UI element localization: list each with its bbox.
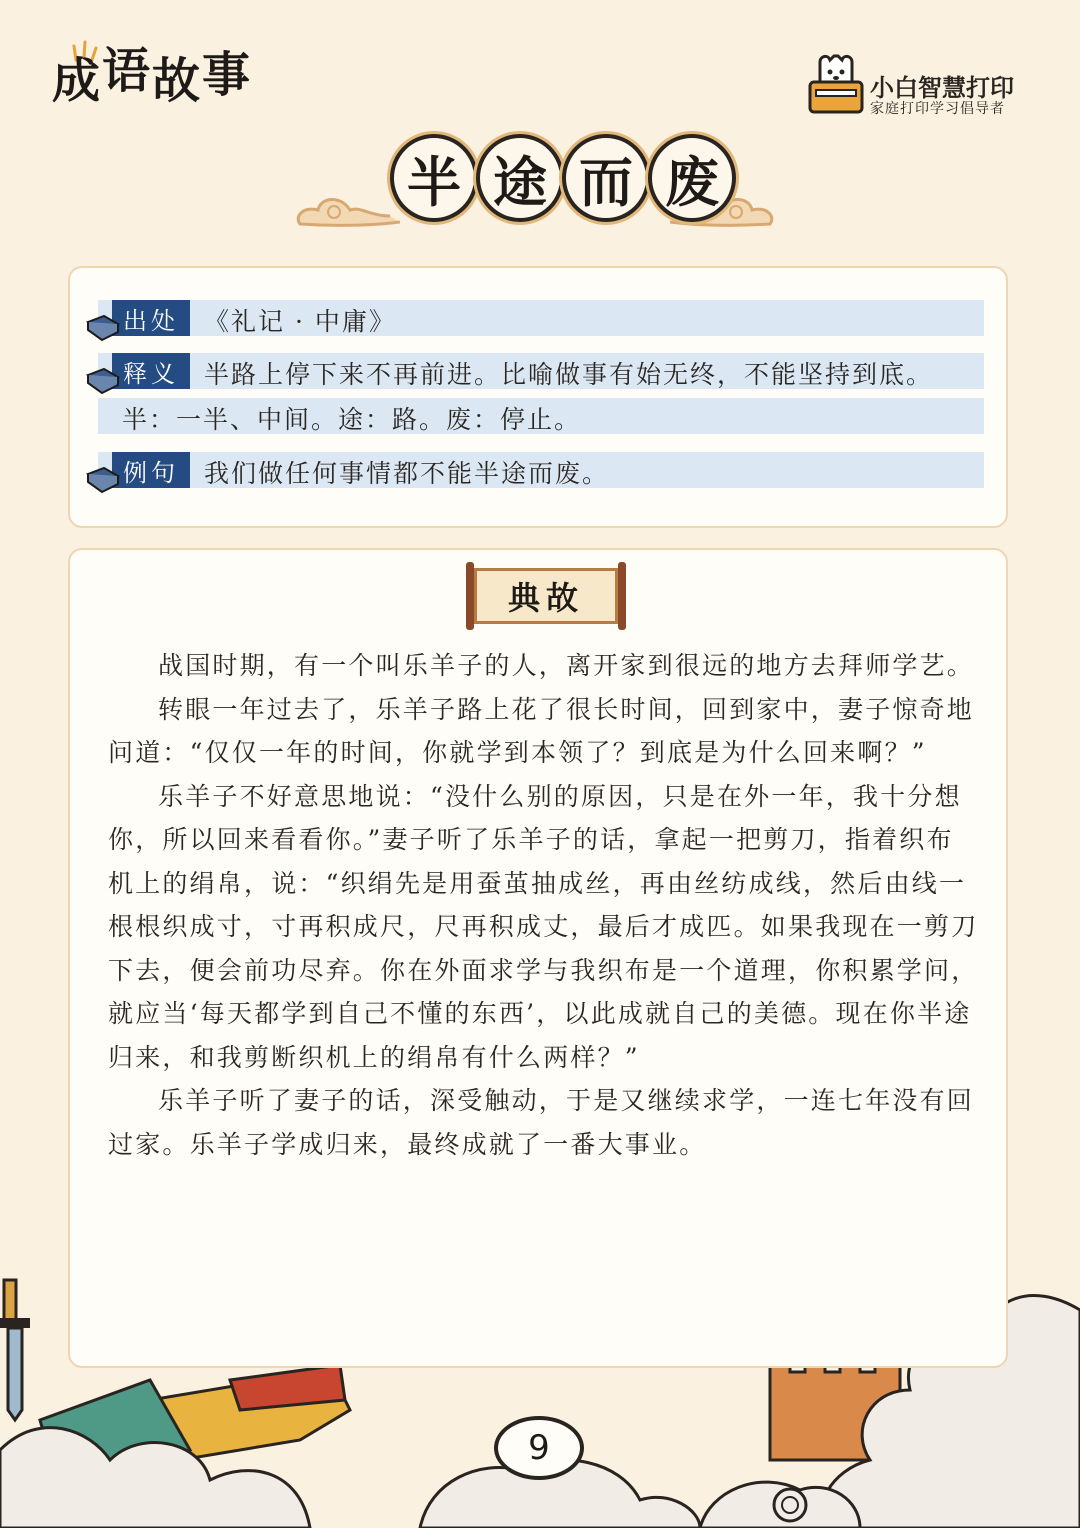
book-icon (86, 367, 120, 395)
meaning-tag: 释义 (112, 353, 190, 389)
book-icon (86, 314, 120, 342)
series-title-char: 故 (152, 53, 203, 109)
story-heading: 典故 (474, 568, 618, 624)
story-paragraph: 乐羊子不好意思地说：“没什么别的原因，只是在外一年，我十分想你，所以回来看看你。”妻子听了乐羊子的话，拿起一把剪刀，指着织布机上的绢帛，说：“织绢先是用蚕茧抽成丝，再由丝纺成线，然后由线一根根织成寸，寸再积成尺，尺再积成丈，最后才成匹。如果我现在一剪刀下去，便会前功尽弃。你在外面求学与我织布是一个道理，你积累学问，就应当‘每天都学到自己不懂的东西’，以此成就自己的美德。现在你半途归来，和我剪断织机上的绢帛有什么两样？” (108, 781, 979, 1072)
cloud-ornament-left (290, 176, 400, 236)
brand (808, 52, 1038, 118)
idiom-char-medal: 而 (562, 134, 650, 222)
idiom-char-medal: 半 (390, 134, 478, 222)
story-heading-scroll (466, 562, 626, 630)
example-text: 我们做任何事情都不能半途而废。 (204, 459, 610, 488)
source-text: 《礼记 · 中庸》 (204, 307, 396, 336)
source-tag: 出处 (112, 300, 190, 336)
brand-slogan: 家庭打印学习倡导者 (870, 101, 1005, 117)
story-paragraph: 乐羊子听了妻子的话，深受触动，于是又继续求学，一连七年没有回过家。乐羊子学成归来，最终成就了一番大事业。 (108, 1086, 975, 1159)
story-body (108, 644, 980, 1166)
story-paragraph: 战国时期，有一个叫乐羊子的人，离开家到很远的地方去拜师学艺。 (158, 651, 975, 680)
meaning-text: 半路上停下来不再前进。比喻做事有始无终，不能坚持到底。 (204, 360, 934, 389)
series-title (52, 42, 252, 111)
page-number: 9 (494, 1416, 584, 1480)
brand-logo-icon (808, 52, 864, 114)
series-title-char: 事 (202, 47, 253, 103)
story-paragraph: 转眼一年过去了，乐羊子路上花了很长时间，回到家中，妻子惊奇地问道：“仅仅一年的时间，你就学到本领了？到底是为什么回来啊？” (108, 694, 975, 767)
idiom-title (290, 128, 780, 238)
meaning-detail: 半：一半、中间。途：路。废：停止。 (122, 405, 582, 434)
series-title-char: 语 (102, 43, 153, 99)
idiom-char-medal: 废 (648, 134, 736, 222)
book-icon (86, 466, 120, 494)
example-tag: 例句 (112, 452, 190, 488)
series-title-char: 成 (52, 53, 103, 109)
brand-name: 小白智慧打印 (870, 74, 1014, 102)
idiom-char-medal: 途 (476, 134, 564, 222)
